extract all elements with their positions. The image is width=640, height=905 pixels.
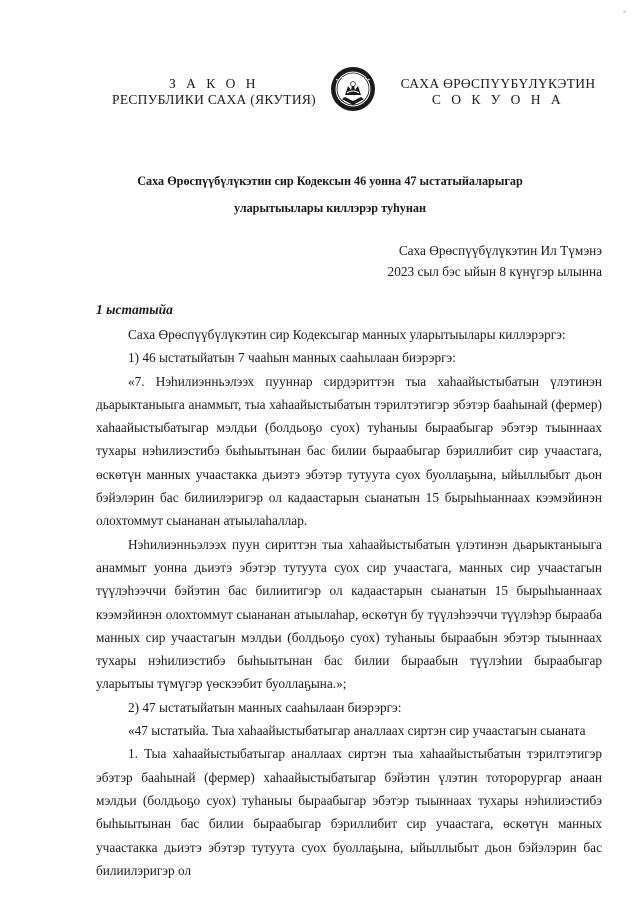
paragraph: 1) 46 ыстатыйатын 7 чааһын манных сааһылаан биэрэргэ: bbox=[128, 350, 456, 366]
paragraph: 2) 47 ыстатыйатын манных сааһылаан биэрэргэ: bbox=[128, 699, 402, 715]
adopted-by: Саха Өрөспүүбүлүкэтин Ил Түмэнэ bbox=[398, 243, 602, 258]
paragraph: Саха Өрөспүүбүлүкэтин сир Кодексыгар манных уларытыылары киллэрэргэ: bbox=[128, 327, 566, 342]
document-body bbox=[96, 323, 602, 882]
document-title-line1: Саха Өрөспүүбүлүкэтин сир Кодексын 46 уонна 47 ыстатыйаларыгар bbox=[137, 174, 523, 188]
header-right-line2: С О К У О Н А bbox=[431, 92, 565, 107]
header-left-line2: РЕСПУБЛИКИ САХА (ЯКУТИЯ) bbox=[112, 92, 316, 107]
paragraph: «47 ыстатыйа. Тыа хаһаайыстыбатыгар аналлаах сиртэн сир учаастагын сыаната bbox=[128, 723, 586, 739]
header-right bbox=[392, 76, 604, 108]
republic-emblem-icon bbox=[330, 66, 376, 112]
header-left-line1: З А К О Н bbox=[168, 76, 259, 91]
document-title-line2: уларытыылары киллэрэр туһунан bbox=[233, 201, 427, 215]
paragraph: 1. Тыа хаһаайыстыбатыгар аналлаах сиртэн тыа хаһаайыстыбатын тэрилтэтигэр эбэтэр бааһынай (фермер) хаһаайыстыбатыгар бэйэтин үлэтин тоторорургар анаан мэлдьи (болдьоҕо суох) туһаныы быраабыгар эбэтэр тыыннаах тухары нэһилиэстибэ быһыытынан бас билии быраабыгар бэриллибит сир учаастага, өскөтүн манных учаастакка дьиэтэ эбэтэр тутуута суох буоллаҕына, ыйыллыбыт дьон бэйэлэрин бас билиилэригэр ол bbox=[96, 746, 602, 878]
article-heading: 1 ыстатыйа bbox=[96, 302, 173, 317]
corner-mark: - bbox=[623, 6, 626, 16]
header-left bbox=[104, 76, 324, 108]
paragraph: Нэһилиэнньэлээх пуун сириттэн тыа хаһаайыстыбатын үлэтинэн дьарыктаныыга анаммыт уонна дьиэтэ эбэтэр тутуута суох сир учаастага, манных сир учаастагын түүлэһээччи бэйэтин бас билиитигэр ол кадаастарын сыанатын 15 бырыһыаннаах кээмэйинэн олохтоммут сыананан атыылаһар, өскөтүн бу түүлэһээччи түүлэһэр бырааба манных сир учаастагын мэлдьи (болдьоҕо суох) туһаныы быраабын эбэтэр тыыннаах тухары нэһилиэстибэ быһыытынан бас билии быраабын түүлэһии быраабыгар уларытыы түмүгэр үөскээбит буоллаҕына.»; bbox=[96, 536, 602, 692]
header-right-line1: САХА ӨРӨСПҮҮБҮЛҮКЭТИН bbox=[400, 76, 596, 91]
adoption-date: 2023 сыл бэс ыйын 8 күнүгэр ылынна bbox=[387, 264, 602, 279]
paragraph: «7. Нэһилиэнньэлээх пууннар сирдэриттэн тыа хаһаайыстыбатын үлэтинэн дьарыктаныыга анаммыт, тыа хаһаайыстыбатын тэрилтэтигэр эбэтэр бааһынай (фермер) хаһаайыстыбатыгар мэлдьи (болдьоҕо суох) туһаныы быраабыгар эбэтэр тыыннаах тухары нэһилиэстибэ быһыытынан бас билии быраабыгар бэриллибит сир учаастага, өскөтүн манных учаастакка дьиэтэ эбэтэр тутуута суох буоллаҕына, ыйыллыбыт дьон бэйэлэрин бас билиилэригэр ол кадаастарын сыанатын 15 бырыһыаннаах кээмэйинэн олохтоммут сыананан атыылаһаллар. bbox=[96, 373, 602, 529]
